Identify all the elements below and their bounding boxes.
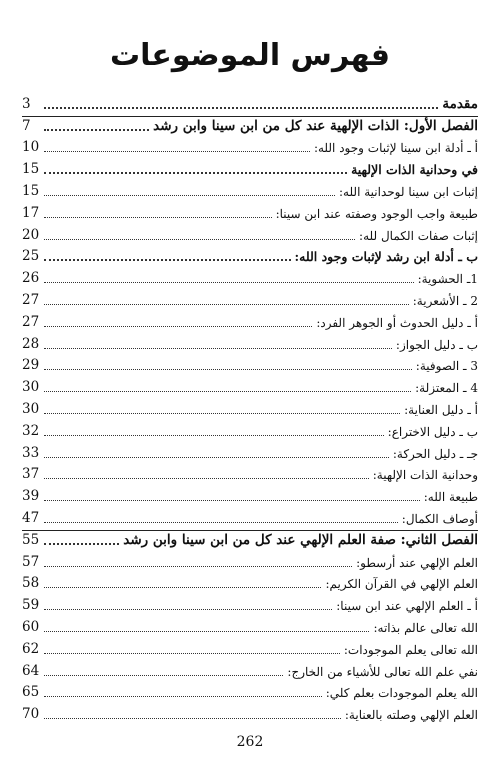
toc-dot-leader <box>44 686 322 697</box>
toc-entry-title: أ ـ دليل الحدوث أو الجوهر الفرد: <box>316 315 478 330</box>
toc-entry <box>22 593 478 615</box>
toc-entry <box>22 528 478 550</box>
toc-dot-leader <box>44 185 335 196</box>
toc-dot-leader <box>44 621 369 632</box>
toc-entry <box>22 506 478 528</box>
toc-entry-title: 4 ـ المعتزلة: <box>415 381 478 396</box>
toc-dot-leader <box>44 403 400 414</box>
toc-entry-page-number: 62 <box>22 640 40 657</box>
toc-dot-leader <box>44 556 352 567</box>
toc-entry-page-number: 27 <box>22 291 40 308</box>
toc-entry-page-number: 17 <box>22 204 40 221</box>
toc-entry-title: أوصاف الكمال: <box>401 511 478 526</box>
toc-entry-page-number: 60 <box>22 618 40 635</box>
toc-dot-leader <box>44 447 389 458</box>
toc-entry <box>22 179 478 201</box>
toc-entry-page-number: 10 <box>22 139 40 156</box>
toc-dot-leader <box>44 425 384 436</box>
toc-dot-leader <box>44 229 355 240</box>
toc-dot-leader <box>44 316 312 327</box>
toc-entry-title: نفي علم الله تعالى للأشياء من الخارج: <box>287 664 478 679</box>
toc-entry-page-number: 27 <box>22 313 40 330</box>
toc-entry <box>22 702 478 724</box>
toc-entry-title: الله تعالى عالم بذاته: <box>373 620 478 635</box>
toc-entry <box>22 615 478 637</box>
toc-entry <box>22 419 478 441</box>
toc-entry-page-number: 25 <box>22 248 40 265</box>
toc-entry-page-number: 32 <box>22 422 40 439</box>
toc-entry <box>22 463 478 485</box>
toc-dot-leader <box>44 359 412 370</box>
toc-dot-leader <box>44 490 420 501</box>
toc-entry-title: 3 ـ الصوفية: <box>415 359 478 374</box>
toc-entry-title: الله تعالى يعلم الموجودات: <box>343 642 478 657</box>
toc-entry-page-number: 15 <box>22 182 40 199</box>
toc-entry <box>22 354 478 376</box>
toc-entry-page-number: 33 <box>22 444 40 461</box>
toc-entry <box>22 266 478 288</box>
toc-entry-page-number: 64 <box>22 662 40 679</box>
toc-entry <box>22 92 478 114</box>
toc-entry-title: الفصل الأول: الذات الإلهية عند كل من ابن سينا وابن رشد <box>153 117 478 134</box>
toc-entry-page-number: 37 <box>22 466 40 483</box>
toc-entry-title: 1ـ الحشوية: <box>417 272 478 287</box>
toc-entry-page-number: 55 <box>22 531 40 548</box>
toc-entry-title: 2 ـ الأشعرية: <box>412 293 478 308</box>
toc-dot-leader <box>44 468 369 479</box>
toc-dot-leader <box>44 599 332 610</box>
toc-entry-page-number: 65 <box>22 684 40 701</box>
toc-dot-leader <box>44 708 341 719</box>
toc-dot-leader <box>44 249 291 261</box>
toc-entry-page-number: 39 <box>22 488 40 505</box>
toc-entry <box>22 681 478 703</box>
toc-entry <box>22 397 478 419</box>
toc-dot-leader <box>44 97 438 109</box>
toc-entry-title: أ ـ أدلة ابن سينا لإثبات وجود الله: <box>313 141 478 156</box>
toc-entry-title: أ ـ دليل العناية: <box>404 402 478 417</box>
toc-entry-title: في وحدانية الذات الإلهية <box>351 162 478 178</box>
toc-entry-title: طبيعة الله: <box>423 490 478 505</box>
table-of-contents <box>22 92 478 724</box>
toc-entry <box>22 375 478 397</box>
toc-entry-title: وحدانية الذات الإلهية: <box>372 468 478 483</box>
toc-dot-leader <box>44 207 272 218</box>
toc-dot-leader <box>44 533 119 545</box>
toc-entry <box>22 114 478 136</box>
toc-entry <box>22 310 478 332</box>
toc-dot-leader <box>44 119 149 131</box>
toc-entry-page-number: 30 <box>22 379 40 396</box>
toc-entry-title: أ ـ العلم الإلهي عند ابن سينا: <box>336 599 478 614</box>
page-title: فهرس الموضوعات <box>109 38 391 73</box>
toc-entry <box>22 245 478 267</box>
toc-dot-leader <box>44 141 310 152</box>
toc-entry-title: ب ـ أدلة ابن رشد لإثبات وجود الله: <box>294 249 478 265</box>
toc-entry-page-number: 7 <box>22 117 31 134</box>
toc-entry <box>22 157 478 179</box>
toc-entry <box>22 484 478 506</box>
toc-entry <box>22 441 478 463</box>
toc-entry-page-number: 57 <box>22 553 40 570</box>
toc-entry <box>22 659 478 681</box>
toc-dot-leader <box>44 272 414 283</box>
toc-entry <box>22 201 478 223</box>
toc-entry-title: طبيعة واجب الوجود وصفته عند ابن سينا: <box>275 206 478 221</box>
toc-entry-title: مقدمة <box>442 95 478 112</box>
toc-entry-page-number: 26 <box>22 270 40 287</box>
toc-dot-leader <box>44 512 398 523</box>
page-number: 262 <box>236 734 264 750</box>
toc-entry-page-number: 70 <box>22 706 40 723</box>
toc-dot-leader <box>44 665 283 676</box>
toc-entry <box>22 332 478 354</box>
toc-entry-title: ب ـ دليل الاختراع: <box>387 424 478 439</box>
toc-entry-title: ب ـ دليل الجواز: <box>395 337 478 352</box>
toc-dot-leader <box>44 381 411 392</box>
toc-entry-page-number: 15 <box>22 161 40 178</box>
toc-entry-page-number: 28 <box>22 335 40 352</box>
toc-entry-page-number: 29 <box>22 357 40 374</box>
toc-entry-page-number: 59 <box>22 597 40 614</box>
toc-dot-leader <box>44 162 347 174</box>
toc-entry-title: الفصل الثاني: صفة العلم الإلهي عند كل من ابن سينا وابن رشد <box>123 531 478 548</box>
toc-entry-page-number: 3 <box>22 95 31 112</box>
toc-entry-page-number: 58 <box>22 575 40 592</box>
toc-entry-page-number: 20 <box>22 226 40 243</box>
toc-entry <box>22 223 478 245</box>
toc-dot-leader <box>44 643 340 654</box>
toc-entry <box>22 572 478 594</box>
toc-entry-page-number: 47 <box>22 509 40 526</box>
toc-dot-leader <box>44 338 392 349</box>
toc-entry <box>22 136 478 158</box>
toc-entry-title: إثبات صفات الكمال لله: <box>359 228 478 243</box>
toc-entry <box>22 288 478 310</box>
toc-entry-title: إثبات ابن سينا لوحدانية الله: <box>338 184 478 199</box>
toc-entry-title: جـ ـ دليل الحركة: <box>392 446 478 461</box>
toc-entry-title: العلم الإلهي عند أرسطو: <box>356 555 478 570</box>
toc-entry-page-number: 30 <box>22 400 40 417</box>
toc-dot-leader <box>44 577 321 588</box>
toc-entry-title: الله يعلم الموجودات بعلم كلي: <box>325 686 478 701</box>
toc-entry-title: العلم الإلهي في القرآن الكريم: <box>325 577 478 592</box>
toc-entry <box>22 637 478 659</box>
toc-entry <box>22 550 478 572</box>
toc-dot-leader <box>44 294 409 305</box>
toc-entry-title: العلم الإلهي وصلته بالعناية: <box>344 708 478 723</box>
